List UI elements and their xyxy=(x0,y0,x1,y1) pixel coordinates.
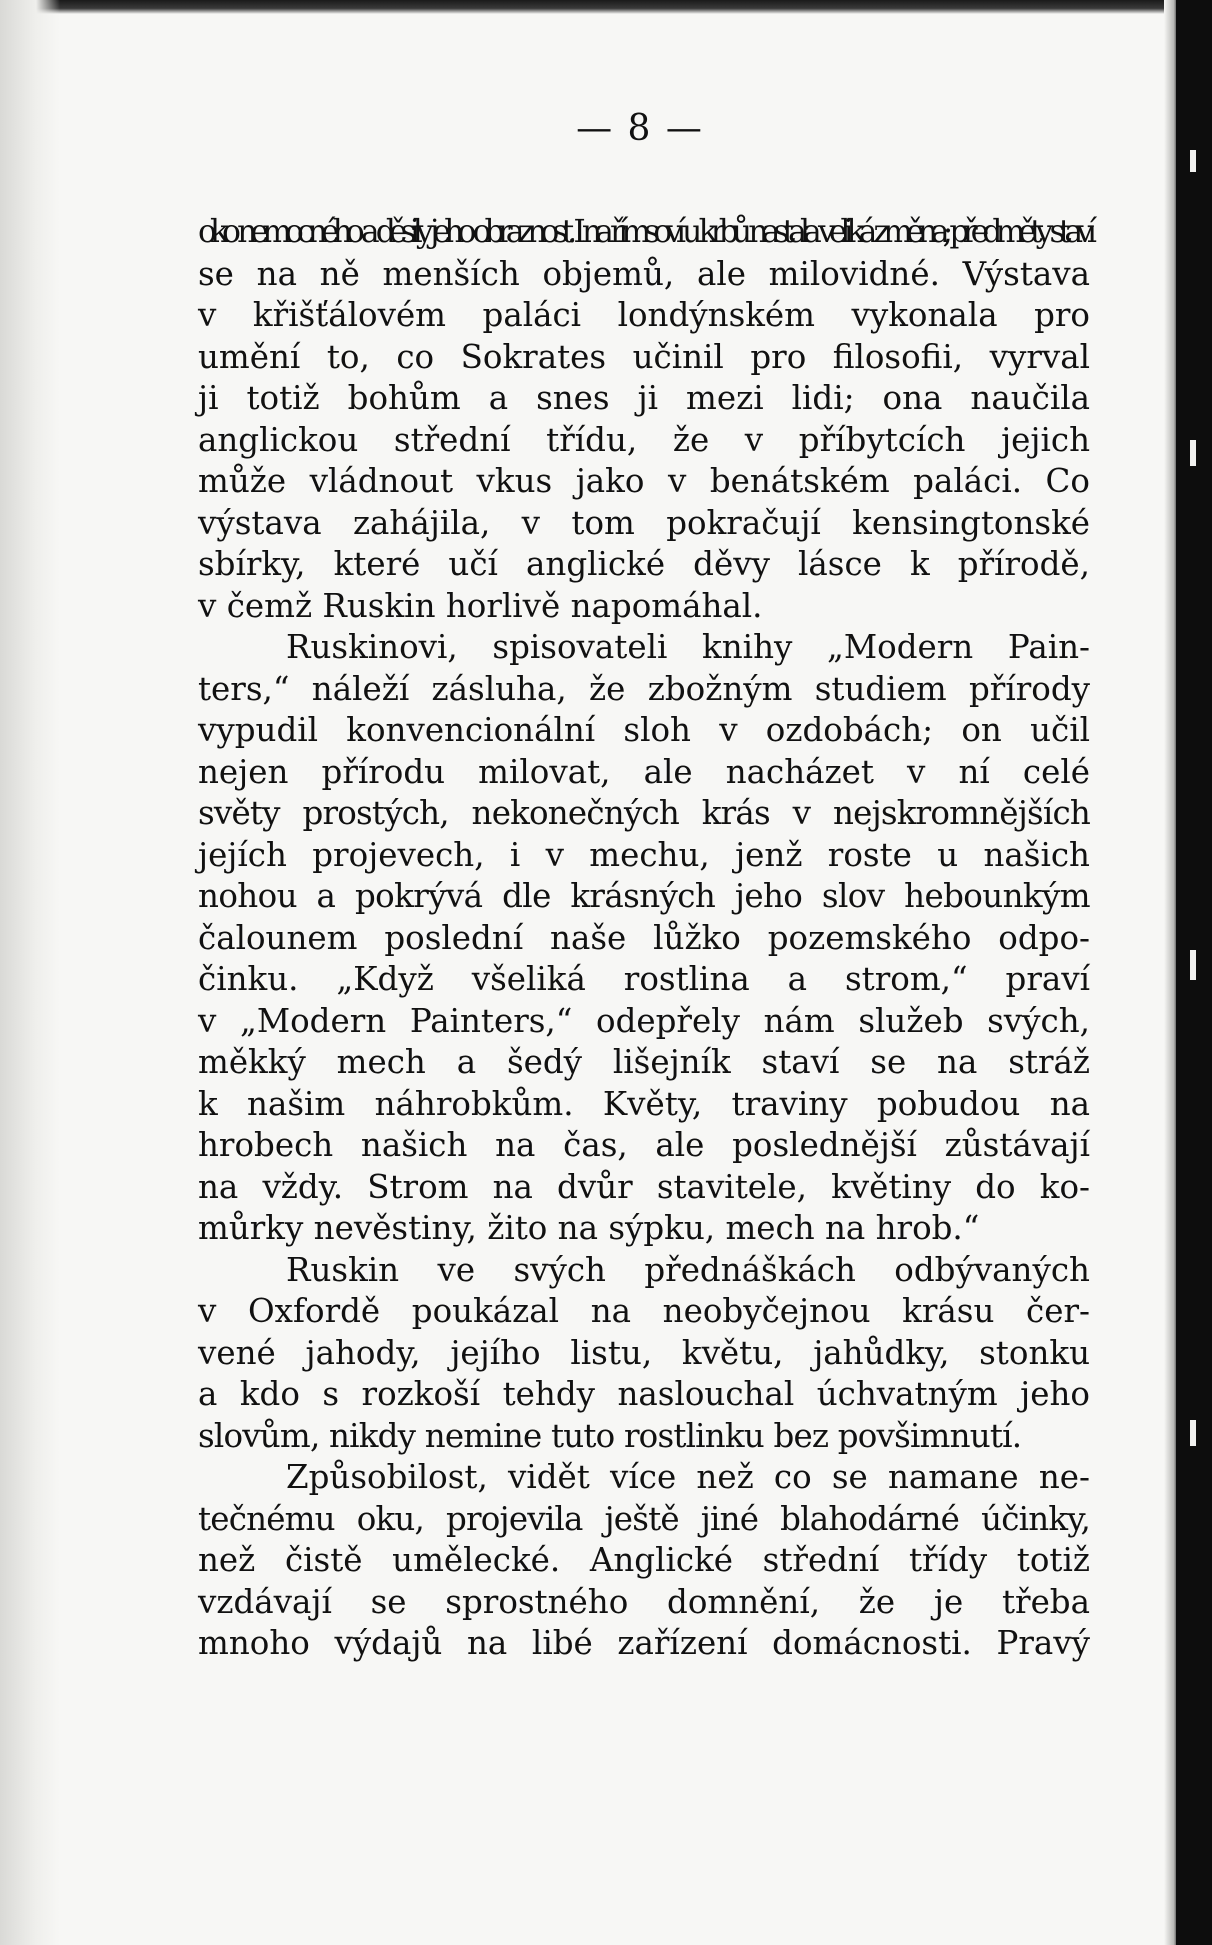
spine-notch xyxy=(1190,950,1196,980)
text-line: anglickou střední třídu, že v příbytcích jejich xyxy=(198,420,1090,459)
text-line: umění to, co Sokrates učinil pro filosofii, vyrval xyxy=(198,337,1090,376)
text-line: v křišťálovém paláci londýnském vykonala pro xyxy=(198,296,1090,334)
text-line: můrky nevěstiny, žito na sýpku, mech na hrob.“ xyxy=(198,1209,980,1247)
text-line: oko nemocného a děsily jeho obraznost. I na římsoví u krbů nastala veliká změna; předměty staví xyxy=(198,214,1090,250)
spine-notch xyxy=(1190,1420,1196,1446)
text-line: mnoho výdajů na libé zařízení domácnosti. Pravý xyxy=(198,1624,1090,1662)
text-line: světy prostých, nekonečných krás v nejskromnějších xyxy=(198,794,1090,832)
text-line: vené jahody, jejího listu, květu, jahůdky, stonku xyxy=(198,1333,1090,1372)
left-page-shadow xyxy=(0,0,60,1945)
text-line: v Oxfordě poukázal na neobyčejnou krásu čer- xyxy=(198,1292,1090,1330)
text-line: výstava zahájila, v tom pokračují kensingtonské xyxy=(198,503,1090,542)
text-line: v „Modern Painters,“ odepřely nám služeb svých, xyxy=(198,1001,1090,1040)
text-line: než čistě umělecké. Anglické střední třídy totiž xyxy=(198,1541,1090,1579)
text-line: Ruskin ve svých přednáškách odbývaných xyxy=(286,1250,1090,1289)
text-line: Ruskinovi, spisovateli knihy „Modern Pain- xyxy=(286,628,1090,666)
text-line: na vždy. Strom na dvůr stavitele, květiny do ko- xyxy=(198,1167,1090,1206)
text-line: činku. „Když všeliká rostlina a strom,“ praví xyxy=(198,960,1090,998)
spine-notch xyxy=(1190,440,1196,466)
text-line: nejen přírodu milovat, ale nacházet v ní celé xyxy=(198,752,1090,791)
text-line: sbírky, které učí anglické děvy lásce k přírodě, xyxy=(198,545,1090,583)
text-line: ters,“ náleží zásluha, že zbožným studiem přírody xyxy=(198,669,1090,708)
text-line: Způsobilost, vidět více než co se namane ne- xyxy=(286,1458,1090,1496)
top-scan-edge xyxy=(0,0,1212,14)
text-line: slovům, nikdy nemine tuto rostlinku bez povšimnutí. xyxy=(198,1416,1022,1455)
text-line: se na ně menších objemů, ale milovidné. Výstava xyxy=(198,254,1090,293)
text-line: k našim náhrobkům. Květy, traviny pobudou na xyxy=(198,1084,1090,1123)
text-line: měkký mech a šedý lišejník staví se na stráž xyxy=(198,1043,1090,1081)
body-text xyxy=(198,212,1090,1665)
spine-notch xyxy=(1190,150,1196,172)
text-line: v čemž Ruskin horlivě napomáhal. xyxy=(198,586,763,625)
text-line: jejích projevech, i v mechu, jenž roste u našich xyxy=(198,835,1090,874)
page-number: — 8 — xyxy=(576,108,704,149)
text-line: a kdo s rozkoší tehdy naslouchal úchvatným jeho xyxy=(198,1375,1090,1413)
text-line: vypudil konvencionální sloh v ozdobách; on učil xyxy=(198,711,1090,749)
text-line: nohou a pokrývá dle krásných jeho slov hebounkým xyxy=(198,877,1090,915)
text-line: vzdávají se sprostného domnění, že je třeba xyxy=(198,1582,1090,1621)
text-line: hrobech našich na čas, ale poslednější zůstávají xyxy=(198,1126,1090,1164)
text-line: může vládnout vkus jako v benátském paláci. Co xyxy=(198,462,1090,500)
text-line: ji totiž bohům a snes ji mezi lidi; ona naučila xyxy=(198,379,1090,417)
text-line: čalounem poslední naše lůžko pozemského odpo- xyxy=(198,918,1090,957)
text-line: tečnému oku, projevila ještě jiné blahodárné účinky, xyxy=(198,1499,1090,1538)
